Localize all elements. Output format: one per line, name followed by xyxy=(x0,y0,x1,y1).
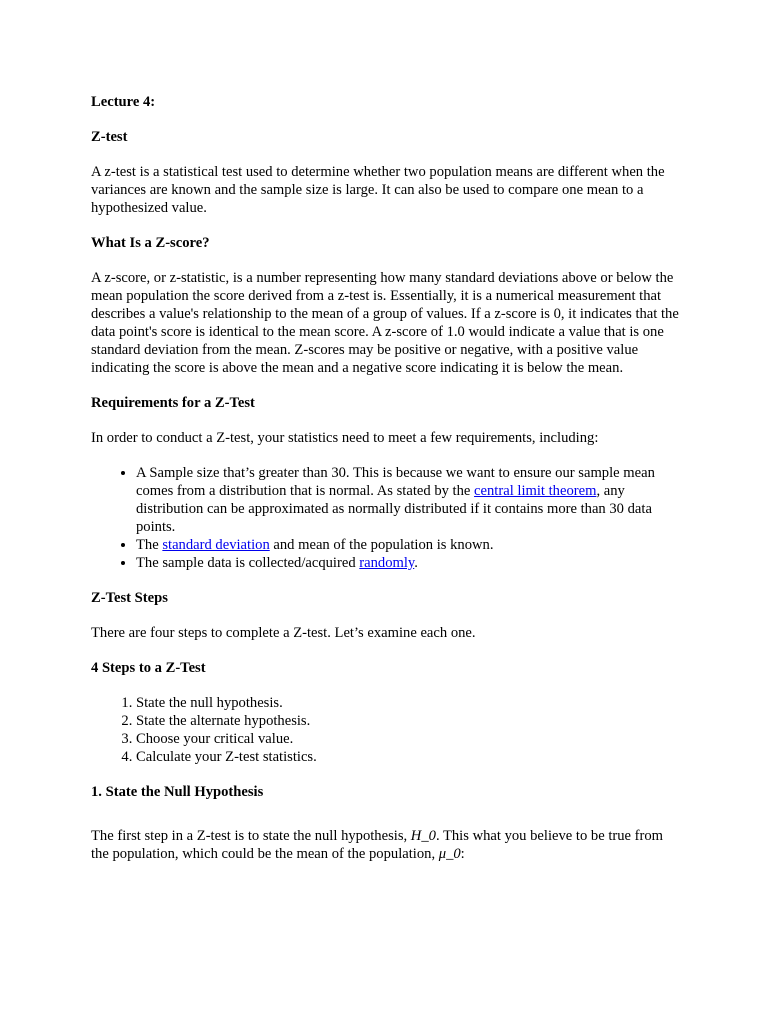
list-item: 2. State the alternate hypothesis. xyxy=(136,712,681,730)
steps-intro: There are four steps to complete a Z-test. Let’s examine each one. xyxy=(91,625,476,641)
randomly-link[interactable]: randomly xyxy=(359,555,415,571)
zscore-heading: What Is a Z-score? xyxy=(91,235,210,251)
requirements-list xyxy=(91,464,681,572)
topic-heading: Z-test xyxy=(91,129,128,145)
standard-deviation-link[interactable]: standard deviation xyxy=(162,537,270,553)
mu0-symbol: μ_0 xyxy=(438,846,461,862)
list-item: 4. Calculate your Z-test statistics. xyxy=(136,748,681,766)
list-item: 1. State the null hypothesis. xyxy=(136,694,681,712)
requirements-intro: In order to conduct a Z-test, your statistics need to meet a few requirements, including: xyxy=(91,430,599,446)
four-steps-heading: 4 Steps to a Z-Test xyxy=(91,660,206,676)
requirements-heading: Requirements for a Z-Test xyxy=(91,395,255,411)
h0-symbol: H_0 xyxy=(410,828,436,844)
lecture-title: Lecture 4: xyxy=(91,94,156,110)
document-content xyxy=(91,93,681,863)
steps-list xyxy=(91,694,681,766)
list-item: • A Sample size that’s greater than 30. This is because we want to ensure our sample mean comes from a distribution that is normal. As stated by the central limit theorem, any distribution can be approximated as normally distributed if it contains more than 30 data points. xyxy=(136,464,681,536)
step1-heading: 1. State the Null Hypothesis xyxy=(91,784,264,800)
steps-heading: Z-Test Steps xyxy=(91,590,168,606)
list-item: • The standard deviation and mean of the population is known. xyxy=(136,536,681,554)
zscore-paragraph: A z-score, or z-statistic, is a number representing how many standard deviations above or below the mean population the score derived from a z-test is. Essentially, it is a numerical measurement that describes a value's relationship to the mean of a group of values. If a z-score is 0, it indicates that the data point's score is identical to the mean score. A z-score of 1.0 would indicate a value that is one standard deviation from the mean. Z-scores may be positive or negative, with a positive value indicating the score is above the mean and a negative score indicating it is below the mean. xyxy=(91,270,679,376)
step1-paragraph: The first step in a Z-test is to state the null hypothesis, H_0. This what you believe to be true from the population, which could be the mean of the population, μ_0: xyxy=(91,828,664,862)
intro-paragraph: A z-test is a statistical test used to determine whether two population means are different when the variances are known and the sample size is large. It can also be used to compare one mean to a hypothesized value. xyxy=(91,164,665,216)
list-item: • The sample data is collected/acquired randomly. xyxy=(136,554,681,572)
central-limit-theorem-link[interactable]: central limit theorem xyxy=(474,483,597,499)
list-item: 3. Choose your critical value. xyxy=(136,730,681,748)
